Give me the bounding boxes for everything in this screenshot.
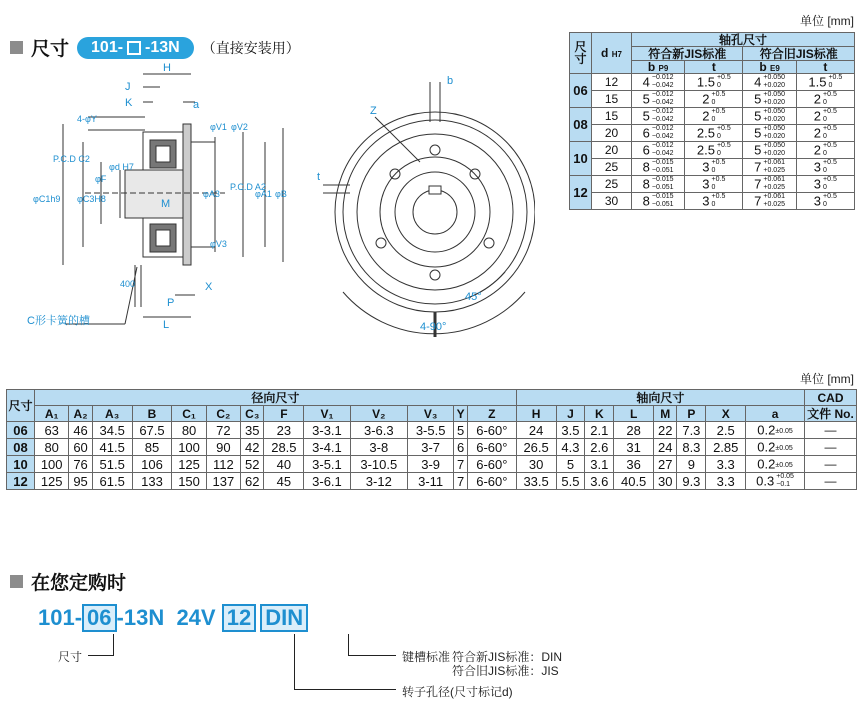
dim-value-cell: 3-5.5 [407,422,453,439]
t-old-cell: 2 +0.5 0 [796,142,854,159]
t-old-cell: 2 +0.5 0 [796,108,854,125]
dim-value-cell: 3-4.1 [304,439,350,456]
shaft-group-header: 轴孔尺寸 [632,33,855,47]
dim-value-cell: 62 [241,473,264,490]
shaft-size-cell: 06 [570,74,592,108]
t-old-cell: 2 +0.5 0 [796,125,854,142]
cad-cell: — [805,439,857,456]
dim-a-cell: 0.2±0.05 [746,439,805,456]
t-new-cell: 3 +0.5 0 [685,193,743,210]
dim-value-cell: 3-5.1 [304,456,350,473]
front-view-outer-circle [335,112,535,312]
dim-value-cell: 33.5 [516,473,556,490]
dim-value-cell: 2.85 [706,439,746,456]
shaft-d-cell: 30 [592,193,632,210]
shaft-size-cell: 08 [570,108,592,142]
dim-col-header: Y [454,406,468,422]
dim-label-F: φF [95,174,107,184]
dim-value-cell: 76 [69,456,92,473]
dim-value-cell: 3.5 [556,422,585,439]
dim-col-header: Z [467,406,516,422]
dim-value-cell: 24 [516,422,556,439]
dim-value-cell: 36 [614,456,654,473]
dim-size-cell: 12 [7,473,35,490]
dim-value-cell: 30 [516,456,556,473]
dim-value-cell: 63 [35,422,69,439]
dim-label-V2: φV2 [231,122,248,132]
dim-label-V3: φV3 [210,239,227,249]
b-old-cell: 7 +0.061 +0.025 [743,176,796,193]
shaft-table-row [570,176,855,193]
t-new-cell: 2 +0.5 0 [685,91,743,108]
dim-value-cell: 7 [454,473,468,490]
dim-label-C3: φC3H8 [77,194,106,204]
dim-value-cell: 3.1 [585,456,614,473]
dim-a-cell: 0.2±0.05 [746,456,805,473]
dim-value-cell: 9.3 [677,473,706,490]
dim-col-header: C₃ [241,406,264,422]
shaft-table-row [570,108,855,125]
dim-value-cell: 3-8 [350,439,407,456]
shaft-d-cell: 15 [592,108,632,125]
dim-value-cell: 95 [69,473,92,490]
dim-value-cell: 45 [264,473,304,490]
t-old-cell: 1.5 +0.5 0 [796,74,854,91]
square-bullet-icon [10,41,23,54]
dim-value-cell: 3-10.5 [350,456,407,473]
cad-header: CAD [805,390,857,406]
t-old-cell: 3 +0.5 0 [796,159,854,176]
t-new-cell: 2 +0.5 0 [685,108,743,125]
shaft-size-cell: 12 [570,176,592,210]
dim-value-cell: 125 [172,456,206,473]
dim-value-cell: 6-60° [467,456,516,473]
dim-value-cell: 3.6 [585,473,614,490]
dim-label-400: 400 [120,279,136,289]
dim-col-header: A₁ [35,406,69,422]
dim-col-header: X [706,406,746,422]
dim-label-H: H [163,62,171,74]
dim-value-cell: 4.3 [556,439,585,456]
b-old-cell: 5 +0.050 +0.020 [743,142,796,159]
b-new-cell: 6 −0.012 −0.042 [632,142,685,159]
shaft-d-header: d H7 [592,33,632,74]
b-new-cell: 8 −0.015 −0.051 [632,176,685,193]
dim-value-cell: 46 [69,422,92,439]
dim-col-header: V₂ [350,406,407,422]
shaft-table-row [570,125,855,142]
dim-col-header: C₂ [206,406,240,422]
dim-col-header: C₁ [172,406,206,422]
dim-size-cell: 06 [7,422,35,439]
b-new-cell: 6 −0.012 −0.042 [632,125,685,142]
axial-header: 轴向尺寸 [516,390,804,406]
b-old-header: b E9 [743,61,796,74]
dim-value-cell: 26.5 [516,439,556,456]
dim-value-cell: 125 [35,473,69,490]
dim-label-Z: Z [370,105,377,117]
dim-value-cell: 52 [241,456,264,473]
new-jis-header: 符合新JIS标准 [632,47,743,61]
cad-file-header: 文件 No. [805,406,857,422]
dim-label-J: J [125,81,131,93]
dim-size-header: 尺寸 [7,390,35,422]
dim-col-header: V₃ [407,406,453,422]
shaft-table-row [570,142,855,159]
dim-value-cell: 137 [206,473,240,490]
dim-a-cell: 0.3 +0.05 −0.1 [746,473,805,490]
b-new-cell: 4 −0.012 −0.042 [632,74,685,91]
keyway-new-jis: 符合新JIS标准：DIN [452,650,563,664]
dim-value-cell: 2.1 [585,422,614,439]
dim-value-cell: 100 [172,439,206,456]
dim-value-cell: 3.3 [706,473,746,490]
dim-value-cell: 2.6 [585,439,614,456]
dim-col-header: A₃ [92,406,132,422]
dim-value-cell: 9 [677,456,706,473]
dim-value-cell: 106 [132,456,172,473]
shaft-size-header: 尺寸 [570,33,592,74]
order-title-text: 在您定购时 [31,573,127,594]
dim-value-cell: 31 [614,439,654,456]
dim-value-cell: 3-6.3 [350,422,407,439]
dim-col-header: A₂ [69,406,92,422]
dim-value-cell: 22 [654,422,677,439]
dim-value-cell: 30 [654,473,677,490]
order-bore-box: 12 [222,604,256,632]
dimensions-table [6,389,857,490]
b-new-cell: 8 −0.015 −0.051 [632,159,685,176]
dim-label-C1: φC1h9 [33,194,61,204]
t-new-header: t [685,61,743,74]
keyway-old-jis: 符合旧JIS标准：JIS [452,664,559,678]
b-old-cell: 5 +0.050 +0.020 [743,125,796,142]
dim-value-cell: 41.5 [92,439,132,456]
dim-value-cell: 85 [132,439,172,456]
dim-value-cell: 7 [454,456,468,473]
dim-value-cell: 3-6.1 [304,473,350,490]
dim-value-cell: 3-7 [407,439,453,456]
dim-label-t: t [317,171,321,183]
dim-value-cell: 5 [454,422,468,439]
order-section-title [10,568,126,595]
radial-header: 径向尺寸 [35,390,517,406]
shaft-d-cell: 15 [592,91,632,108]
dim-value-cell: 2.5 [706,422,746,439]
dim-a-cell: 0.2±0.05 [746,422,805,439]
dim-label-d: φd H7 [109,162,134,172]
dim-table-row [7,456,857,473]
b-new-cell: 5 −0.012 −0.042 [632,108,685,125]
t-old-cell: 3 +0.5 0 [796,193,854,210]
dim-value-cell: 100 [35,456,69,473]
dim-value-cell: 3-12 [350,473,407,490]
dim-value-cell: 40.5 [614,473,654,490]
pill-prefix: 101- [91,38,124,56]
dim-table-row [7,422,857,439]
t-old-cell: 2 +0.5 0 [796,91,854,108]
dim-value-cell: 61.5 [92,473,132,490]
dim-value-cell: 42 [241,439,264,456]
cad-cell: — [805,422,857,439]
section-title-text: 尺寸 [31,39,70,60]
dim-value-cell: 80 [172,422,206,439]
circlip-groove-label: C形卡簧的槽 [27,315,90,327]
dim-value-cell: 3.3 [706,456,746,473]
order-keyway-box: DIN [260,604,308,632]
dim-value-cell: 6-60° [467,439,516,456]
b-old-cell: 7 +0.061 +0.025 [743,159,796,176]
dim-value-cell: 6 [454,439,468,456]
dim-value-cell: 34.5 [92,422,132,439]
t-old-cell: 3 +0.5 0 [796,176,854,193]
keyway-standard-label: 键槽标准 [402,650,451,664]
dim-value-cell: 24 [654,439,677,456]
dim-col-header: M [654,406,677,422]
dim-value-cell: 72 [206,422,240,439]
shaft-table-row [570,91,855,108]
placeholder-box-icon [127,41,141,55]
mounting-subtitle: （直接安装用） [201,39,300,56]
dim-value-cell: 112 [206,456,240,473]
dim-value-cell: 5.5 [556,473,585,490]
dim-value-cell: 28.5 [264,439,304,456]
t-new-cell: 2.5 +0.5 0 [685,142,743,159]
dim-label-P: P [167,297,175,309]
cad-cell: — [805,456,857,473]
dim-value-cell: 23 [264,422,304,439]
shaft-d-cell: 25 [592,159,632,176]
unit-label-dims: 单位 [mm] [800,372,854,386]
dim-value-cell: 51.5 [92,456,132,473]
shaft-hole-table [569,32,855,210]
shaft-d-cell: 25 [592,176,632,193]
dim-value-cell: 90 [206,439,240,456]
dim-col-header: K [585,406,614,422]
shaft-size-cell: 10 [570,142,592,176]
dim-label-C2: P.C.D C2 [53,154,90,164]
dim-value-cell: 60 [69,439,92,456]
dim-label-b: b [447,75,454,87]
dim-label-M: M [161,198,171,210]
t-new-cell: 1.5 +0.5 0 [685,74,743,91]
technical-drawing [25,62,535,342]
b-old-cell: 5 +0.050 +0.020 [743,91,796,108]
dim-col-header: V₁ [304,406,350,422]
square-bullet-icon [10,575,23,588]
dim-col-header: a [746,406,805,422]
dim-col-header: H [516,406,556,422]
t-old-header: t [796,61,854,74]
b-old-cell: 7 +0.061 +0.025 [743,193,796,210]
dim-label-a: a [193,99,200,111]
order-size-box: 06 [82,604,116,632]
dim-value-cell: 6-60° [467,473,516,490]
dimension-section-title [10,34,300,61]
b-new-cell: 5 −0.012 −0.042 [632,91,685,108]
dim-col-header: P [677,406,706,422]
dim-col-header: F [264,406,304,422]
dim-value-cell: 3-11 [407,473,453,490]
unit-label-top: 单位 [mm] [800,14,854,28]
t-new-cell: 3 +0.5 0 [685,159,743,176]
dim-label-45deg: 45° [465,291,482,303]
dim-value-cell: 27 [654,456,677,473]
dim-value-cell: 35 [241,422,264,439]
dim-value-cell: 67.5 [132,422,172,439]
dim-size-cell: 10 [7,456,35,473]
old-jis-header: 符合旧JIS标准 [743,47,855,61]
dim-value-cell: 28 [614,422,654,439]
dim-label-A1: φA1 [255,189,272,199]
bore-size-label: 转子孔径(尺寸标记d) [402,685,513,699]
dim-table-row [7,439,857,456]
shaft-table-row [570,159,855,176]
order-example [38,604,308,632]
dim-label-A2: P.C.D A2 [230,182,266,192]
dim-label-A3: φA3 [203,189,220,199]
dim-value-cell: 5 [556,456,585,473]
order-prefix: 101- [38,605,83,630]
cad-cell: — [805,473,857,490]
dim-label-4-Y: 4-φY [77,114,97,124]
dim-label-V1: φV1 [210,122,227,132]
t-new-cell: 3 +0.5 0 [685,176,743,193]
dim-label-4-90deg: 4-90° [420,321,447,333]
dim-col-header: B [132,406,172,422]
dim-col-header: L [614,406,654,422]
dim-value-cell: 7.3 [677,422,706,439]
dim-value-cell: 3-9 [407,456,453,473]
pill-suffix: -13N [145,38,180,56]
dim-value-cell: 8.3 [677,439,706,456]
dim-value-cell: 40 [264,456,304,473]
dim-value-cell: 3-3.1 [304,422,350,439]
dim-size-cell: 08 [7,439,35,456]
shaft-d-cell: 12 [592,74,632,91]
b-old-cell: 4 +0.050 +0.020 [743,74,796,91]
dim-value-cell: 80 [35,439,69,456]
shaft-table-row [570,193,855,210]
dim-label-L: L [163,319,170,331]
shaft-d-cell: 20 [592,125,632,142]
t-new-cell: 2.5 +0.5 0 [685,125,743,142]
shaft-table-row [570,74,855,91]
dim-value-cell: 150 [172,473,206,490]
order-size-label: 尺寸 [58,650,83,664]
dim-label-X: X [205,281,213,293]
b-old-cell: 5 +0.050 +0.020 [743,108,796,125]
dim-value-cell: 133 [132,473,172,490]
model-pill [77,37,194,59]
b-new-header: b P9 [632,61,685,74]
dim-label-K: K [125,97,133,109]
order-middle: -13N 24V [116,605,222,630]
dim-col-header: J [556,406,585,422]
shaft-d-cell: 20 [592,142,632,159]
dim-value-cell: 6-60° [467,422,516,439]
dim-label-B: φB [275,189,287,199]
b-new-cell: 8 −0.015 −0.051 [632,193,685,210]
dim-table-row [7,473,857,490]
